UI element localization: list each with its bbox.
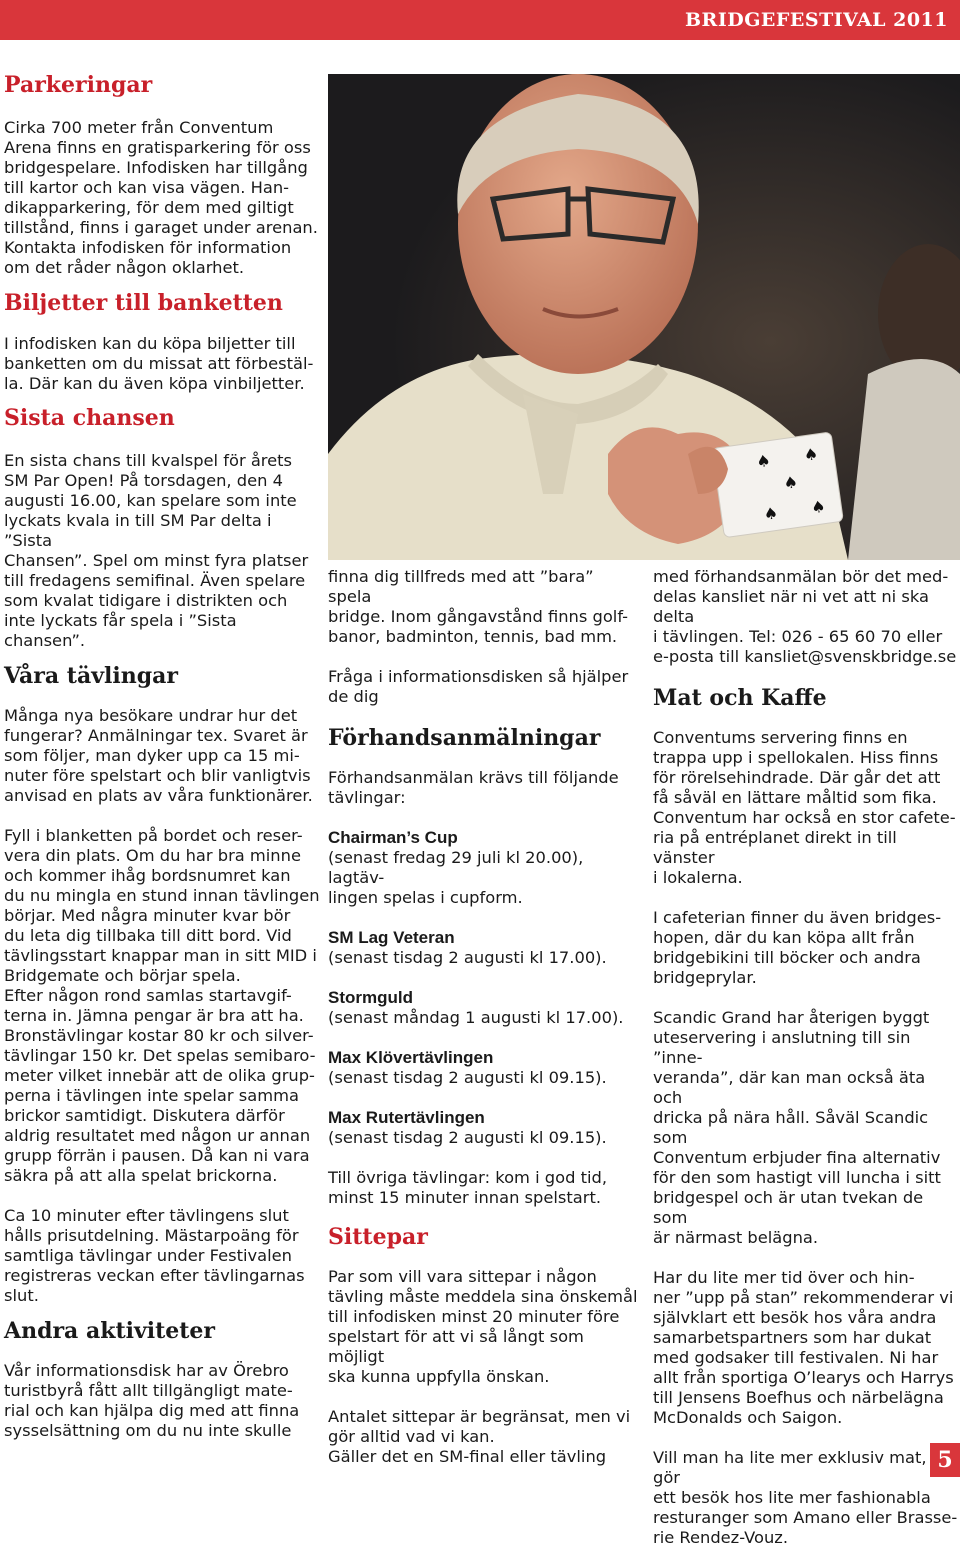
svg-text:♠: ♠ [802,443,820,465]
event-deadline: (senast tisdag 2 augusti kl 09.15). [328,1068,607,1087]
photo-bridge-player [328,74,960,560]
paragraph-tavlingar-1: Många nya besökare undrar hur det fungerar? Anmälningar tex. Svaret är som följer, man dyker upp ca 15 mi- nuter före spelstart och blir vanligtvis anvisad en plats av våra funktionärer. [4,706,313,805]
event-chairmans-cup [328,828,638,908]
event-name: Chairman’s Cup [328,828,458,847]
event-deadline: (senast måndag 1 augusti kl 17.00). [328,1008,624,1027]
paragraph-mat-1: Conventums servering finns en trappa upp i spellokalen. Hiss finns för rörelsehindrade. Där går det att få såväl en lättare måltid som fika. Conventum har också en stor cafete- ria på entréplanet direkt in till vänster i lokalerna. [653,728,956,887]
event-name: Stormguld [328,988,413,1007]
page-number: 5 [930,1443,960,1477]
event-deadline: (senast fredag 29 juli kl 20.00), lagtäv- lingen spelas i cupform. [328,848,584,907]
heading-parkeringar: Parkeringar [4,72,153,98]
paragraph-kansliet: med förhandsanmälan bör det med- delas kansliet när ni vet att ni ska delta i tävlingen. Tel: 026 - 65 60 70 eller e-posta till kansliet@svenskbridge.se [653,567,957,666]
paragraph-aktiviteter-cont: finna dig tillfreds med att ”bara” spela bridge. Inom gångavstånd finns golf- banor, badminton, tennis, bad mm. [328,567,629,646]
column-middle [328,567,638,1467]
heading-biljetter: Biljetter till banketten [4,290,283,316]
paragraph-mat-2: I cafeterian finner du även bridges- hopen, där du kan köpa allt från bridgebikini till böcker och andra bridgeprylar. [653,908,942,987]
paragraph-ovriga-tavlingar: Till övriga tävlingar: kom i god tid, minst 15 minuter innan spelstart. [328,1168,607,1207]
heading-andra-aktiviteter: Andra aktiviteter [4,1318,216,1344]
event-deadline: (senast tisdag 2 augusti kl 17.00). [328,948,607,967]
paragraph-forhand-intro: Förhandsanmälan krävs till följande tävlingar: [328,768,619,807]
event-stormguld [328,988,638,1028]
player-illustration [328,74,960,560]
paragraph-tavlingar-3: Ca 10 minuter efter tävlingens slut hålls prisutdelning. Mästarpoäng för samtliga tävlingar under Festivalen registreras veckan efter tävlingarnas slut. [4,1206,305,1305]
event-name: SM Lag Veteran [328,928,455,947]
heading-sista-chansen: Sista chansen [4,405,175,431]
heading-sittepar: Sittepar [328,1224,428,1250]
paragraph-mat-3: Scandic Grand har återigen byggt uteservering i anslutning till sin ”inne- veranda”, där kan man också äta och dricka på nära håll. Såväl Scandic som Conventum erbjuder fina alternativ för den som hastigt vill luncha i sitt bridgespel och är utan tvekan de som är närmast belägna. [653,1008,941,1247]
header-bar [0,0,960,40]
paragraph-sista-chansen: En sista chans till kvalspel för årets SM Par Open! På torsdagen, den 4 augusti 16.00, kan spelare som inte lyckats kvala in till SM Par delta i ”Sista Chansen”. Spel om minst fyra platser till fredagens semifinal. Även spelare som kvalat tidigare i distrikten och inte lyckats får spela i ”Sista chansen”. [4,451,309,650]
paragraph-sittepar-1: Par som vill vara sittepar i någon tävling måste meddela sina önskemål till infodisken minst 20 minuter före spelstart för att vi så långt som möjligt ska kunna uppfylla önskan. [328,1267,638,1386]
event-name: Max Klövertävlingen [328,1048,494,1067]
column-right [653,567,958,1548]
header-title: BRIDGEFESTIVAL 2011 [684,9,948,31]
paragraph-andra-aktiviteter: Vår informationsdisk har av Örebro turistbyrå fått allt tillgängligt mate- rial och kan hjälpa dig med att finna sysselsättning om du nu inte skulle [4,1361,300,1440]
event-sm-lag-veteran [328,928,638,968]
heading-vara-tavlingar: Våra tävlingar [4,663,178,689]
svg-text:♠: ♠ [809,496,827,518]
event-max-klover [328,1048,638,1088]
paragraph-tavlingar-2: Fyll i blanketten på bordet och reser- vera din plats. Om du har bra minne och kommer ihåg bordsnumret kan du nu mingla en stund innan tävlingen börjar. Med några minuter kvar bör du leta dig tillbaka till ditt bord. Vid tävlingsstart knappar man in sitt MID i Bridgemate och börjar spela. Efter någon rond samlas startavgif- terna in. Jämna pengar är bra att ha. Bronstävlingar kostar 80 kr och silver- tävlingar 150 kr. Det spelas semibaro- meter vilket innebär att de olika grup- perna i tävlingen inte spelar samma brickor samtidigt. Diskutera därför aldrig resultatet med någon ur annan grupp förrän i pausen. Då kan ni vara säkra på att alla spelat brickorna. [4,826,320,1185]
paragraph-parkeringar: Cirka 700 meter från Conventum Arena finns en gratisparkering för oss bridgespelare. Infodisken har tillgång till kartor och kan visa vägen. Han- dikapparkering, för dem med giltigt tillstånd, finns i garaget under arenan. Kontakta infodisken för information om det råder någon oklarhet. [4,118,318,277]
column-left [4,70,322,1441]
paragraph-mat-4: Har du lite mer tid över och hin- ner ”upp på stan” rekommenderar vi självklart ett besök hos våra andra samarbetspartners som har dukat med godsaker till festivalen. Ni har allt från sportiga O’learys och Harrys till Jensens Boefhus och närbelägna McDonalds och Saigon. [653,1268,954,1427]
svg-text:♠: ♠ [762,503,780,524]
paragraph-mat-5: Vill man ha lite mer exklusiv mat, gör ett besök hos lite mer fashionabla resturanger som Amano eller Brasse- rie Rendez-Vouz. [653,1448,958,1547]
event-name: Max Rutertävlingen [328,1108,485,1127]
event-deadline: (senast tisdag 2 augusti kl 09.15). [328,1128,607,1147]
heading-forhandsanmalningar: Förhandsanmälningar [328,725,601,751]
heading-mat-och-kaffe: Mat och Kaffe [653,685,827,711]
paragraph-fraga-info: Fråga i informationsdisken så hjälper de dig [328,667,629,706]
event-max-ruter [328,1108,638,1148]
paragraph-sittepar-2: Antalet sittepar är begränsat, men vi gör alltid vad vi kan. Gäller det en SM-final eller tävling [328,1407,631,1466]
svg-text:♠: ♠ [782,472,800,493]
paragraph-biljetter: I infodisken kan du köpa biljetter till banketten om du missat att förbestäl- la. Där kan du även köpa vinbiljetter. [4,334,314,393]
svg-text:♠: ♠ [755,450,772,472]
